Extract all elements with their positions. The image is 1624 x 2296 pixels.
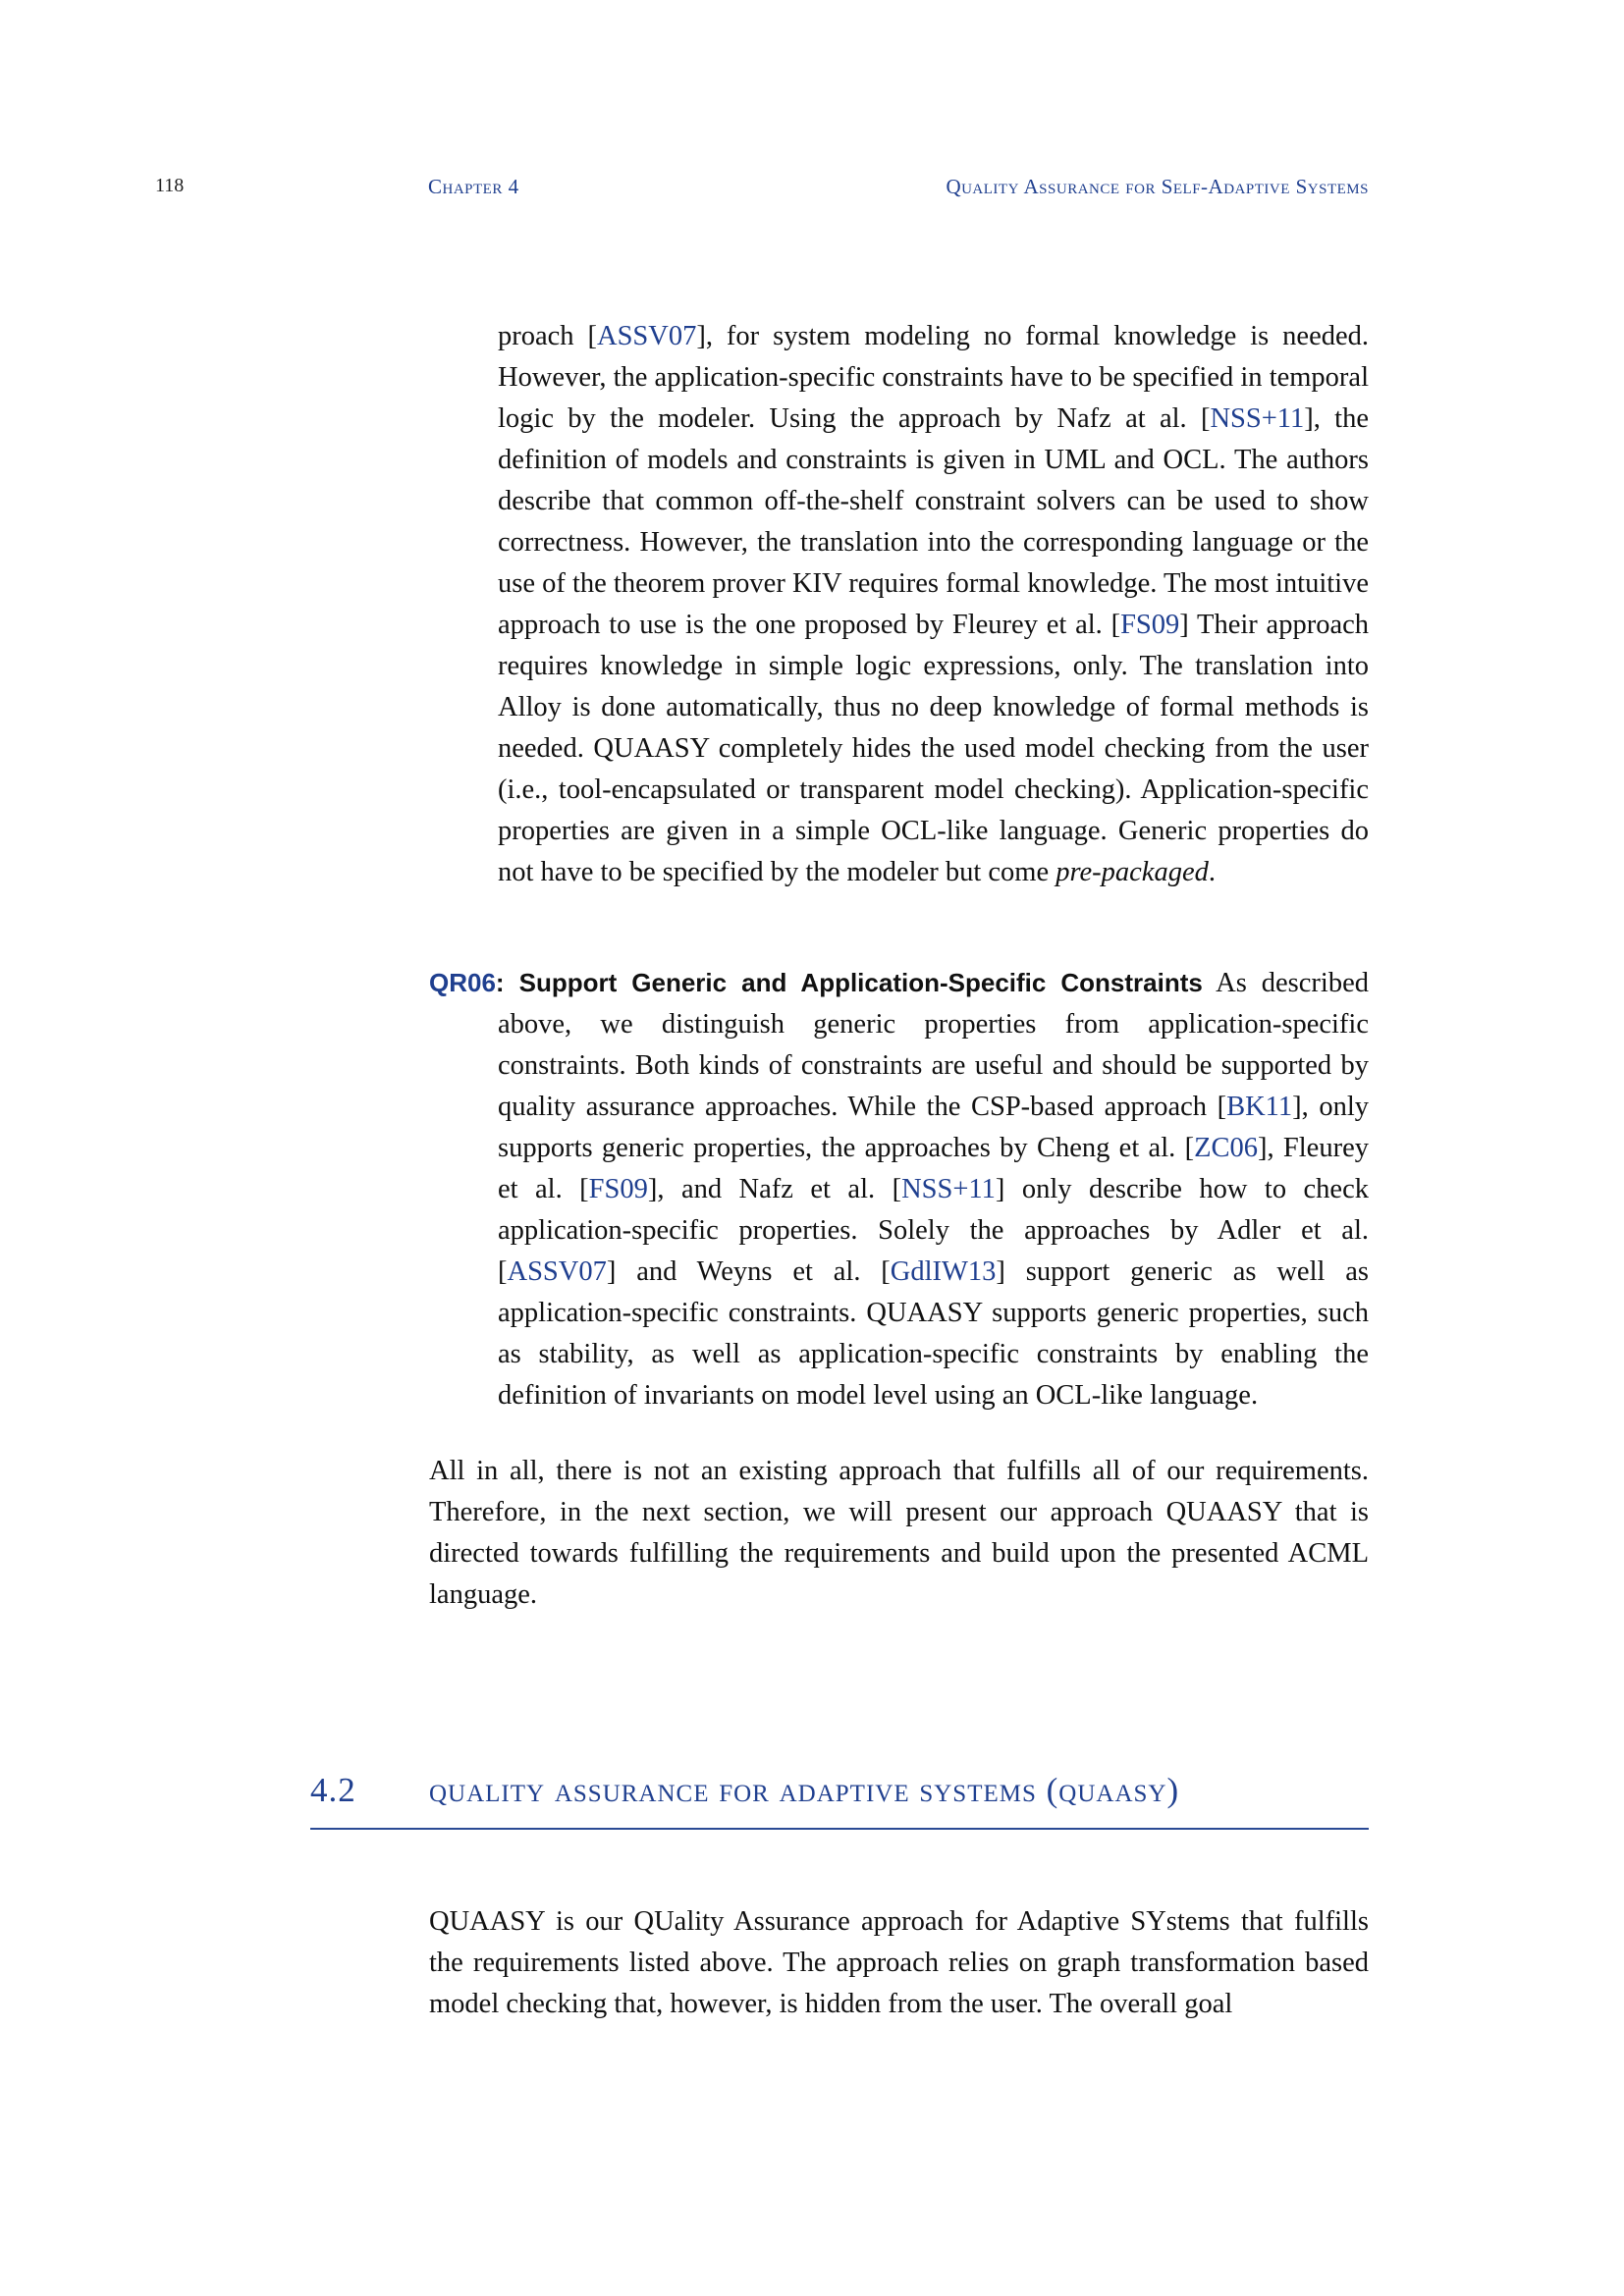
paragraph-formal-knowledge: proach [ASSV07], for system modeling no formal knowledge is needed. However, the application-specific constraints have to be specified in temporal logic by the modeler. Using the approach by Nafz at al. [NSS+11], the definition of models and constraints is given in UML and OCL. The authors describe that common off-the-shelf constraint solvers can be used to show correctness. However, the translation into the corresponding language or the use of the theorem prover KIV requires formal knowledge. The most intuitive approach to use is the one proposed by Fleurey et al. [FS09] Their approach requires knowledge in simple logic expressions, only. The translation into Alloy is done automatically, thus no deep knowledge of formal methods is needed. QUAASY completely hides the used model checking from the user (i.e., tool-encapsulated or transparent model checking). Application-specific properties are given in a simple OCL-like language. Generic properties do not have to be specified by the modeler but come pre-packaged. bbox=[498, 321, 1369, 887]
paragraph-summary: All in all, there is not an existing approach that fulfills all of our requirements. Therefore, in the next section, we will present our approach QUAASY that is directed towards fulfilling the requirements and build upon the presented ACML language. bbox=[429, 1456, 1369, 1610]
citation-link[interactable]: ZC06 bbox=[1194, 1133, 1258, 1163]
paragraph-quaasy-intro: QUAASY is our QUality Assurance approach for Adaptive SYstems that fulfills the requirements listed above. The approach relies on graph transformation based model checking that, however, is hidden from the user. The overall goal bbox=[429, 1906, 1369, 2019]
citation-link[interactable]: GdlIW13 bbox=[890, 1256, 997, 1287]
requirement-label bbox=[429, 968, 1203, 997]
running-header bbox=[0, 175, 1624, 204]
page-number: 118 bbox=[155, 175, 185, 196]
citation-link[interactable]: FS09 bbox=[588, 1174, 648, 1204]
section-rule bbox=[310, 1828, 1369, 1830]
running-title[interactable]: Quality Assurance for Self-Adaptive Systems bbox=[946, 175, 1369, 198]
section-title: quality assurance for adaptive systems (quaasy) bbox=[429, 1771, 1180, 1809]
citation-link[interactable]: FS09 bbox=[1120, 610, 1180, 640]
emphasis: pre-packaged bbox=[1056, 857, 1209, 887]
citation-link[interactable]: ASSV07 bbox=[596, 321, 697, 351]
requirement-qr06: QR06: Support Generic and Application-Specific Constraints As described above, we distinguish generic properties from application-specific constraints. Both kinds of constraints are useful and should be supported by quality assurance approaches. While the CSP-based approach [BK11], only supports generic properties, the approaches by Cheng et al. [ZC06], Fleurey et al. [FS09], and Nafz et al. [NSS+11] only describe how to check application-specific properties. Solely the approaches by Adler et al. [ASSV07] and Weyns et al. [GdlIW13] support generic as well as application-specific constraints. QUAASY supports generic properties, such as stability, as well as application-specific constraints by enabling the definition of invariants on model level using an OCL-like language. bbox=[429, 968, 1369, 1411]
citation-link[interactable]: NSS+11 bbox=[901, 1174, 996, 1204]
citation-link[interactable]: ASSV07 bbox=[507, 1256, 607, 1287]
chapter-label[interactable]: Chapter 4 bbox=[428, 175, 519, 198]
citation-link[interactable]: NSS+11 bbox=[1210, 403, 1305, 434]
citation-link[interactable]: BK11 bbox=[1226, 1092, 1293, 1122]
section-number: 4.2 bbox=[310, 1771, 356, 1809]
requirement-title: : Support Generic and Application-Specific Constraints bbox=[495, 968, 1203, 997]
requirement-id[interactable]: QR06 bbox=[429, 968, 496, 997]
